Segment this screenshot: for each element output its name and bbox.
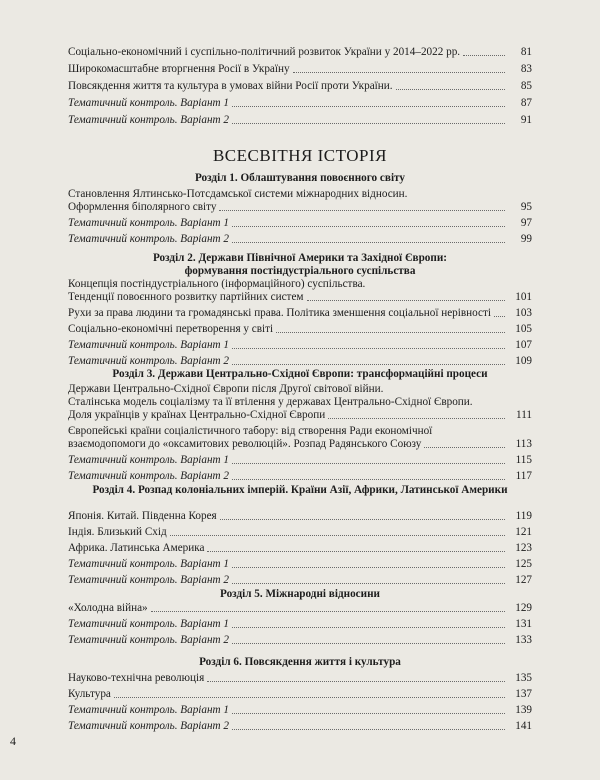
toc-entry-text: Африка. Латинська Америка — [68, 542, 205, 554]
toc-entry-text: Тематичний контроль. Варіант 2 — [68, 114, 230, 126]
dot-leader — [219, 210, 505, 211]
toc-page-number: 109 — [515, 355, 532, 367]
dot-leader — [232, 106, 505, 107]
toc-entry[interactable] — [68, 355, 532, 368]
toc-entry-text: Індія. Близький Схід — [68, 526, 167, 538]
section-6-entries — [68, 672, 532, 733]
world-history-heading: ВСЕСВІТНЯ ІСТОРІЯ — [212, 146, 388, 165]
toc-page-number: 127 — [515, 574, 532, 586]
toc-page-number: 129 — [515, 602, 532, 614]
dot-leader — [232, 463, 505, 464]
dot-leader — [293, 72, 505, 73]
toc-entry-text: Становлення Ялтинсько-Потсдамської системи міжнародних відносин. — [68, 188, 408, 200]
dot-leader — [232, 242, 505, 243]
toc-entry-text: Концепція постіндустріального (інформаційного) суспільства. — [68, 278, 366, 290]
toc-entry-text: Тематичний контроль. Варіант 1 — [68, 217, 230, 229]
section-2-entries — [68, 278, 532, 368]
toc-entry[interactable] — [68, 672, 532, 685]
section-5-title: Розділ 5. Міжнародні відносини — [220, 588, 380, 600]
toc-page-number: 113 — [515, 438, 532, 450]
toc-page-number: 141 — [515, 720, 532, 732]
section-4-entries — [68, 510, 532, 587]
toc-entry-text: Науково-технічна революція — [68, 672, 205, 684]
toc-top-block — [68, 46, 532, 127]
toc-entry[interactable] — [68, 383, 532, 422]
dot-leader — [276, 332, 505, 333]
toc-entry-text: Тематичний контроль. Варіант 2 — [68, 720, 230, 732]
toc-entry-text: Тематичний контроль. Варіант 2 — [68, 634, 230, 646]
toc-entry-text: Тематичний контроль. Варіант 1 — [68, 558, 230, 570]
toc-entry-text: Культура — [68, 688, 111, 700]
section-2-title-line: Розділ 2. Держави Північної Америки та Західної Європи: — [152, 252, 448, 264]
toc-entry-text: Тематичний контроль. Варіант 1 — [68, 97, 230, 109]
toc-entry[interactable] — [68, 425, 532, 451]
toc-entry[interactable] — [68, 558, 532, 571]
toc-page-number: 101 — [515, 291, 532, 303]
toc-entry-text: «Холодна війна» — [68, 602, 148, 614]
dot-leader — [232, 643, 505, 644]
toc-entry-text: Тенденції повоєнного розвитку партійних систем — [68, 291, 304, 303]
toc-entry[interactable] — [68, 454, 532, 467]
dot-leader — [494, 316, 505, 317]
toc-entry-text: Оформлення біполярного світу — [68, 201, 217, 213]
section-1-title: Розділ 1. Облаштування повоєнного світу — [194, 172, 405, 184]
toc-entry-text: Широкомасштабне вторгнення Росії в Україну — [68, 63, 290, 75]
toc-entry-text: Тематичний контроль. Варіант 1 — [68, 454, 230, 466]
toc-entry[interactable] — [68, 63, 532, 76]
dot-leader — [151, 611, 505, 612]
dot-leader — [114, 697, 505, 698]
toc-entry[interactable] — [68, 634, 532, 647]
toc-entry[interactable] — [68, 323, 532, 336]
toc-entry-text: Тематичний контроль. Варіант 2 — [68, 574, 230, 586]
toc-page-number: 139 — [515, 704, 532, 716]
dot-leader — [220, 519, 505, 520]
dot-leader — [232, 583, 505, 584]
toc-page-number: 91 — [520, 114, 532, 126]
toc-entry-text: Соціально-економічний і суспільно-політичний розвиток України у 2014–2022 рр. — [68, 46, 461, 58]
toc-page-number: 99 — [520, 233, 532, 245]
section-4-title: Розділ 4. Розпад колоніальних імперій. Країни Азії, Африки, Латинської Америки — [92, 484, 508, 496]
toc-entry[interactable] — [68, 278, 532, 304]
dot-leader — [170, 535, 505, 536]
toc-entry-text: Рухи за права людини та громадянські права. Політика зменшення соціальної нерівності — [68, 307, 491, 319]
toc-page-number: 125 — [515, 558, 532, 570]
toc-page-number: 97 — [520, 217, 532, 229]
toc-entry-text: Тематичний контроль. Варіант 1 — [68, 618, 230, 630]
dot-leader — [463, 55, 505, 56]
toc-entry[interactable] — [68, 542, 532, 555]
toc-entry-text: Тематичний контроль. Варіант 2 — [68, 233, 230, 245]
dot-leader — [232, 479, 505, 480]
toc-entry[interactable] — [68, 46, 532, 59]
toc-entry[interactable] — [68, 188, 532, 214]
toc-page-number: 115 — [515, 454, 532, 466]
toc-page-number: 103 — [515, 307, 532, 319]
toc-entry[interactable] — [68, 233, 532, 246]
toc-entry-text: Європейські країни соціалістичного табору: від створення Ради економічної — [68, 425, 433, 437]
dot-leader — [328, 418, 505, 419]
toc-entry-text: Доля українців у країнах Центрально-Східної Європи — [68, 409, 326, 421]
section-3-entries — [68, 383, 532, 483]
toc-entry-text: Сталінська модель соціалізму та її втілення у державах Центрально-Східної Європи. — [68, 396, 473, 408]
toc-entry-text: взаємодопомоги до «оксамитових революцій». Розпад Радянського Союзу — [68, 438, 422, 450]
dot-leader — [232, 729, 505, 730]
dot-leader — [232, 226, 505, 227]
toc-entry[interactable] — [68, 217, 532, 230]
toc-entry-text: Соціально-економічні перетворення у світі — [68, 323, 274, 335]
toc-entry-text: Держави Центрально-Східної Європи після Другої світової війни. — [68, 383, 384, 395]
dot-leader — [232, 713, 505, 714]
section-1-entries — [68, 188, 532, 246]
toc-page-number: 133 — [515, 634, 532, 646]
toc-entry[interactable] — [68, 704, 532, 717]
toc-page-number: 135 — [515, 672, 532, 684]
dot-leader — [232, 364, 505, 365]
toc-entry-text: Тематичний контроль. Варіант 1 — [68, 704, 230, 716]
toc-entry[interactable] — [68, 618, 532, 631]
page-number: 4 — [10, 734, 16, 748]
toc-entry[interactable] — [68, 688, 532, 701]
section-6-title: Розділ 6. Повсякдення життя і культура — [199, 656, 401, 668]
toc-entry-text: Повсякдення життя та культура в умовах війни Росії проти України. — [68, 80, 393, 92]
toc-page-number: 111 — [516, 409, 532, 421]
dot-leader — [232, 567, 505, 568]
toc-entry[interactable] — [68, 720, 532, 733]
toc-entry[interactable] — [68, 339, 532, 352]
toc-page-number: 117 — [515, 470, 532, 482]
dot-leader — [207, 551, 505, 552]
dot-leader — [232, 348, 505, 349]
toc-entry[interactable] — [68, 97, 532, 110]
toc-page-number: 85 — [520, 80, 532, 92]
dot-leader — [307, 300, 506, 301]
toc-entry[interactable] — [68, 114, 532, 127]
section-2-title — [68, 252, 532, 278]
toc-page-number: 105 — [515, 323, 532, 335]
toc-page-number: 87 — [520, 97, 532, 109]
dot-leader — [232, 123, 505, 124]
toc-entry-text: Тематичний контроль. Варіант 2 — [68, 470, 230, 482]
dot-leader — [207, 681, 505, 682]
dot-leader — [232, 627, 505, 628]
toc-page-number: 137 — [515, 688, 532, 700]
section-3-title: Розділ 3. Держави Центрально-Східної Європи: трансформаційні процеси — [112, 368, 488, 380]
toc-entry[interactable] — [68, 510, 532, 523]
toc-entry-text: Японія. Китай. Південна Корея — [68, 510, 217, 522]
dot-leader — [396, 89, 505, 90]
toc-page-number: 119 — [515, 510, 532, 522]
toc-page-number: 121 — [515, 526, 532, 538]
toc-entry[interactable] — [68, 602, 532, 615]
toc-page-number: 95 — [520, 201, 532, 213]
toc-page-number: 123 — [515, 542, 532, 554]
toc-entry-text: Тематичний контроль. Варіант 1 — [68, 339, 230, 351]
toc-page-number: 107 — [515, 339, 532, 351]
toc-page-number: 81 — [520, 46, 532, 58]
toc-entry[interactable] — [68, 307, 532, 320]
section-2-title-line: формування постіндустріального суспільства — [184, 265, 416, 277]
toc-page-number: 83 — [520, 63, 532, 75]
toc-entry[interactable] — [68, 526, 532, 539]
section-5-entries — [68, 602, 532, 647]
toc-entry[interactable] — [68, 574, 532, 587]
dot-leader — [424, 447, 505, 448]
toc-entry-text: Тематичний контроль. Варіант 2 — [68, 355, 230, 367]
toc-page-number: 131 — [515, 618, 532, 630]
toc-entry[interactable] — [68, 470, 532, 483]
toc-entry[interactable] — [68, 80, 532, 93]
